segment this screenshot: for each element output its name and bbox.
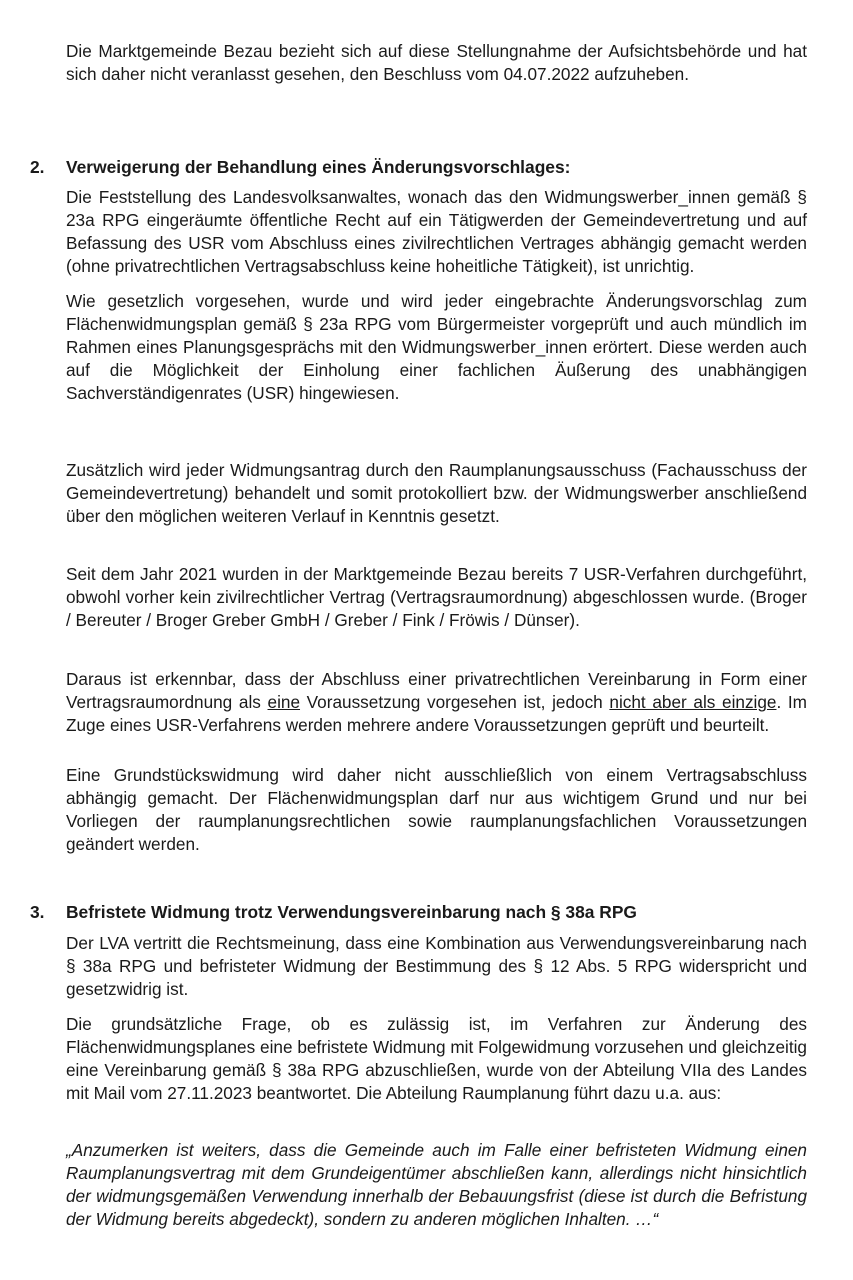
- underlined-eine: eine: [267, 692, 301, 712]
- section-number: 2.: [30, 157, 45, 177]
- section-3-paragraph-2: Die grundsätzliche Frage, ob es zulässig ist, im Verfahren zur Änderung des Flächenwidmungsplanes eine befristete Widmung mit Folgewidmung vorzusehen und gleichzeitig eine Vereinbarung gemäß § 38a RPG abzuschließen, wurde von der Abteilung VIIa des Landes mit Mail vom 27.11.2023 beantwortet. Die Abteilung Raumplanung führt dazu u.a. aus:: [66, 1014, 807, 1103]
- section-2-paragraph-3: Zusätzlich wird jeder Widmungsantrag durch den Raumplanungsausschuss (Fachausschuss der Gemeindevertretung) behandelt und somit protokolliert bzw. der Widmungswerber anschließend über den möglichen weiteren Verlauf in Kenntnis gesetzt.: [66, 460, 807, 526]
- section-title: Verweigerung der Behandlung eines Änderungsvorschlages:: [66, 157, 571, 177]
- section-2-paragraph-6: Eine Grundstückswidmung wird daher nicht ausschließlich von einem Vertragsabschluss abhängig gemacht. Der Flächenwidmungsplan darf nur aus wichtigem Grund und nur bei Vorliegen der raumplanungsrechtlichen sowie raumplanungsfachlichen Voraussetzungen geändert werden.: [66, 765, 807, 854]
- section-2-paragraph-5: Daraus ist erkennbar, dass der Abschluss einer privatrechtlichen Vereinbarung in Form einer Vertragsraumordnung als eine Voraussetzung vorgesehen ist, jedoch nicht aber als einzige. Im Zuge eines USR-Verfahrens werden mehrere andere Voraussetzungen geprüft und beurteilt.: [66, 669, 807, 735]
- section-3-heading: [30, 901, 810, 924]
- section-number: 3.: [30, 902, 45, 922]
- section-3-quote: „Anzumerken ist weiters, dass die Gemeinde auch im Falle einer befristeten Widmung einen Raumplanungsvertrag mit dem Grundeigentümer abschließen kann, allerdings nicht hinsichtlich der widmungsgemäßen Verwendung innerhalb der Bebauungsfrist (diese ist durch die Befristung der Widmung bereits abgedeckt), sondern zu anderen möglichen Inhalten. …“: [66, 1140, 807, 1229]
- section-2-paragraph-1: Die Feststellung des Landesvolksanwaltes, wonach das den Widmungswerber_innen gemäß § 23a RPG eingeräumte öffentliche Recht auf ein Tätigwerden der Gemeindevertretung und auf Befassung des USR vom Abschluss eines zivilrechtlichen Vertrages abhängig gemacht werden (ohne privatrechtlichen Vertragsabschluss keine hoheitliche Tätigkeit), ist unrichtig.: [66, 187, 807, 276]
- section-2-heading: [30, 156, 810, 179]
- underlined-nicht-aber-als-einzige: nicht aber als einzige: [609, 692, 777, 712]
- intro-paragraph: Die Marktgemeinde Bezau bezieht sich auf diese Stellungnahme der Aufsichtsbehörde und hat sich daher nicht veranlasst gesehen, den Beschluss vom 04.07.2022 aufzuheben.: [66, 41, 807, 84]
- section-title: Befristete Widmung trotz Verwendungsvereinbarung nach § 38a RPG: [66, 902, 637, 922]
- section-3-paragraph-1: Der LVA vertritt die Rechtsmeinung, dass eine Kombination aus Verwendungsvereinbarung nach § 38a RPG und befristeter Widmung der Bestimmung des § 12 Abs. 5 RPG widerspricht und gesetzwidrig ist.: [66, 933, 807, 999]
- section-2-paragraph-4: Seit dem Jahr 2021 wurden in der Marktgemeinde Bezau bereits 7 USR-Verfahren durchgeführt, obwohl vorher kein zivilrechtlicher Vertrag (Vertragsraumordnung) abgeschlossen wurde. (Broger / Bereuter / Broger Greber GmbH / Greber / Fink / Fröwis / Dünser).: [66, 564, 807, 630]
- section-2-paragraph-2: Wie gesetzlich vorgesehen, wurde und wird jeder eingebrachte Änderungsvorschlag zum Flächenwidmungsplan gemäß § 23a RPG vom Bürgermeister vorgeprüft und auch mündlich im Rahmen eines Planungsgesprächs mit den Widmungswerber_innen erörtert. Diese werden auch auf die Möglichkeit der Einholung einer fachlichen Äußerung des unabhängigen Sachverständigenrates (USR) hingewiesen.: [66, 291, 807, 403]
